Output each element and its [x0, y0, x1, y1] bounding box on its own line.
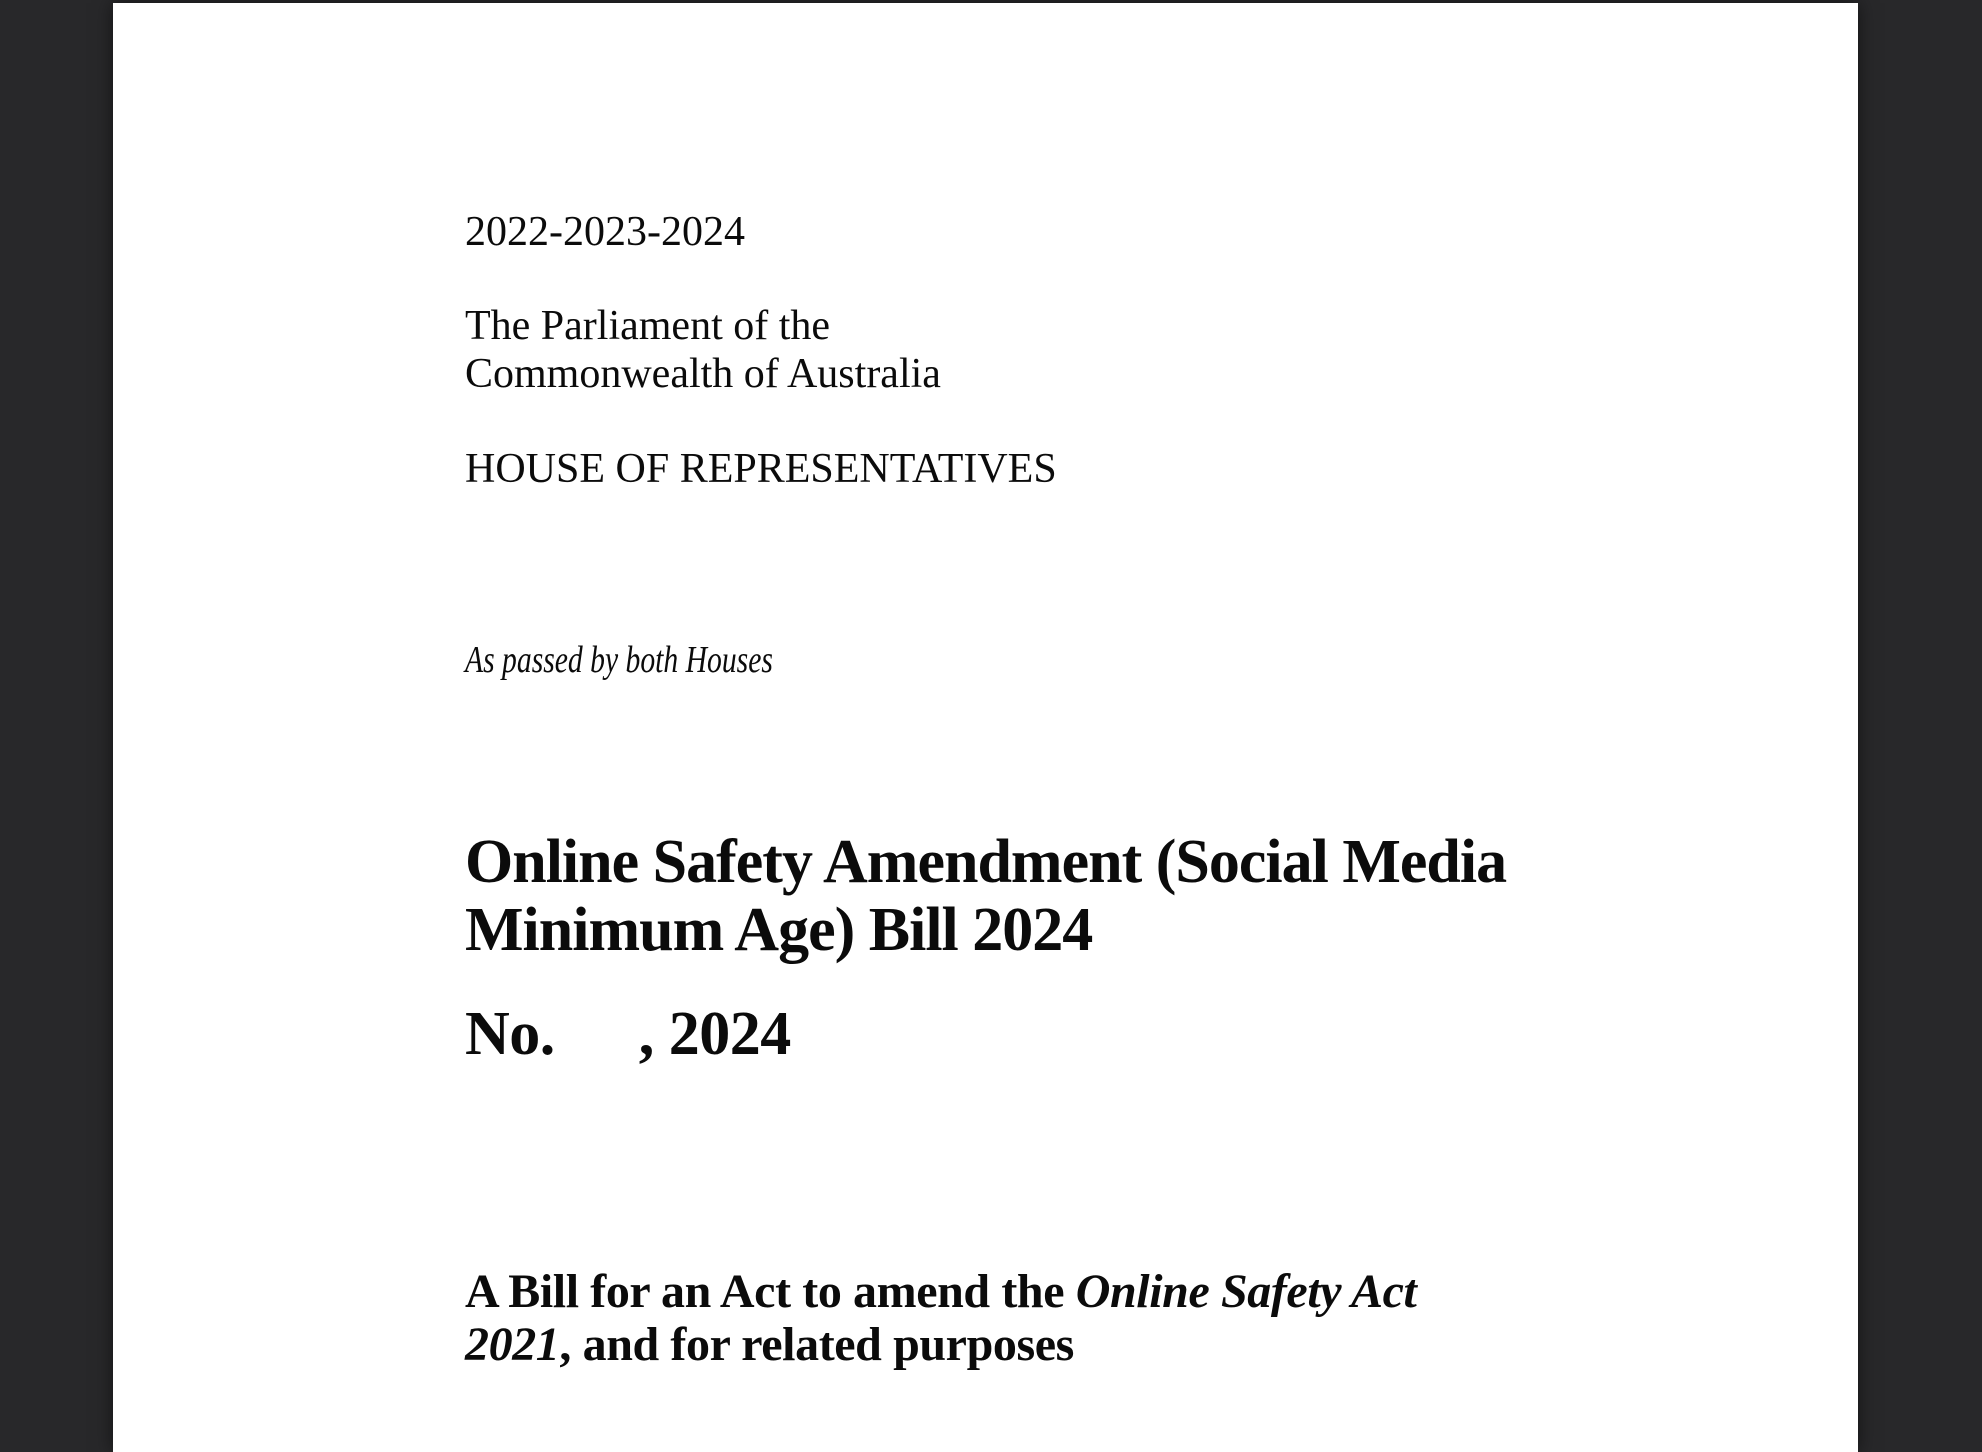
- long-title-prefix: A Bill for an Act to amend the: [465, 1265, 1076, 1318]
- long-title-act-name: Online Safety Act 2021: [465, 1265, 1417, 1371]
- passage-note-text: As passed by both Houses: [465, 639, 773, 681]
- bill-short-title-line-1: Online Safety Amendment (Social Media: [465, 828, 1507, 896]
- long-title-suffix: , and for related purposes: [559, 1318, 1074, 1371]
- chamber-heading: HOUSE OF REPRESENTATIVES: [465, 446, 1057, 492]
- bill-short-title: [465, 828, 1506, 964]
- parliament-heading: [465, 302, 941, 398]
- bill-long-title: [465, 1265, 1495, 1371]
- parliament-line-2: Commonwealth of Australia: [465, 351, 941, 397]
- passage-note: [465, 638, 860, 682]
- bill-number-prefix: No.: [465, 1000, 555, 1068]
- bill-number-line: [465, 1000, 791, 1068]
- document-page[interactable]: [113, 3, 1858, 1452]
- session-years-line: 2022-2023-2024: [465, 209, 745, 255]
- bill-short-title-line-2: Minimum Age) Bill 2024: [465, 896, 1093, 964]
- bill-number-suffix: , 2024: [638, 1000, 791, 1068]
- parliament-line-1: The Parliament of the: [465, 303, 831, 349]
